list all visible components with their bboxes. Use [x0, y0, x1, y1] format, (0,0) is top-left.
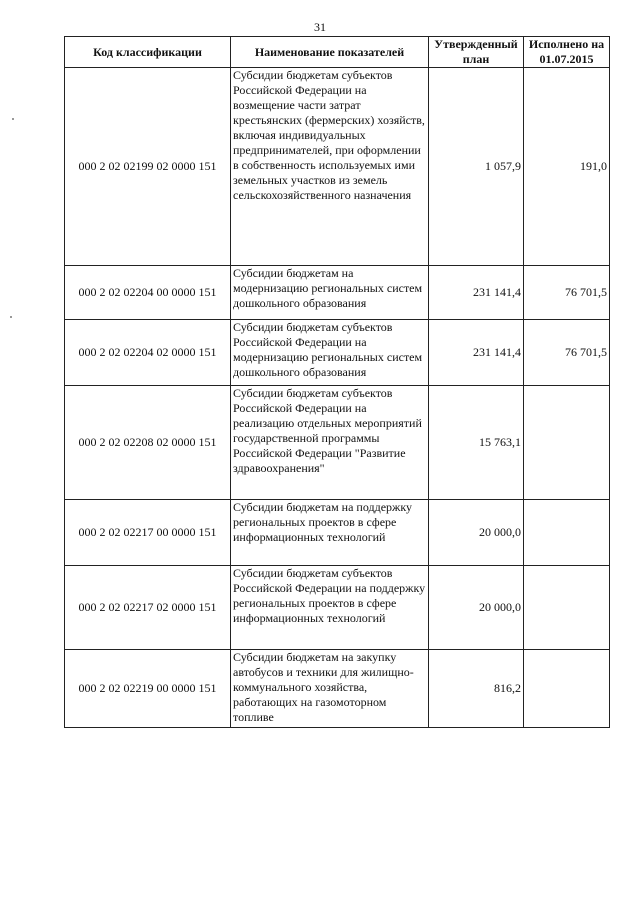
row-done: 76 701,5: [524, 266, 610, 320]
row-name: Субсидии бюджетам субъектов Российской Федерации на реализацию отдельных мероприятий государственной программы Российской Федерации "Развитие здравоохранения": [231, 386, 429, 500]
header-code: Код классификации: [65, 37, 231, 68]
row-name: Субсидии бюджетам субъектов Российской Федерации на поддержку региональных проектов в сфере информационных технологий: [231, 566, 429, 650]
row-name: Субсидии бюджетам на модернизацию региональных систем дошкольного образования: [231, 266, 429, 320]
table-row: [65, 320, 610, 386]
row-plan: 15 763,1: [429, 386, 524, 500]
table-row: [65, 266, 610, 320]
table-row: [65, 386, 610, 500]
row-done: [524, 650, 610, 728]
row-name: Субсидии бюджетам субъектов Российской Федерации на возмещение части затрат крестьянских (фермерских) хозяйств, включая индивидуальных предпринимателей, при оформлении в собственность используемых ими земельных участков из земель сельскохозяйственного назначения: [231, 68, 429, 266]
row-code: 000 2 02 02217 00 0000 151: [65, 500, 231, 566]
scan-artifact: [12, 118, 14, 120]
table-header-row: [65, 37, 610, 68]
row-done: 191,0: [524, 68, 610, 266]
table-row: [65, 500, 610, 566]
header-plan: Утвержденный план: [429, 37, 524, 68]
row-code: 000 2 02 02204 00 0000 151: [65, 266, 231, 320]
row-plan: 20 000,0: [429, 500, 524, 566]
row-done: [524, 386, 610, 500]
table-row: [65, 566, 610, 650]
row-done: 76 701,5: [524, 320, 610, 386]
scan-artifact: [10, 316, 12, 318]
table-row: [65, 650, 610, 728]
row-code: 000 2 02 02217 02 0000 151: [65, 566, 231, 650]
row-name: Субсидии бюджетам на поддержку региональных проектов в сфере информационных технологий: [231, 500, 429, 566]
row-plan: 1 057,9: [429, 68, 524, 266]
budget-table: [64, 36, 610, 728]
row-plan: 231 141,4: [429, 320, 524, 386]
row-code: 000 2 02 02199 02 0000 151: [65, 68, 231, 266]
row-code: 000 2 02 02208 02 0000 151: [65, 386, 231, 500]
row-done: [524, 500, 610, 566]
row-name: Субсидии бюджетам на закупку автобусов и техники для жилищно-коммунального хозяйства, работающих на газомоторном топливе: [231, 650, 429, 728]
row-plan: 816,2: [429, 650, 524, 728]
header-name: Наименование показателей: [231, 37, 429, 68]
row-plan: 20 000,0: [429, 566, 524, 650]
row-code: 000 2 02 02219 00 0000 151: [65, 650, 231, 728]
row-plan: 231 141,4: [429, 266, 524, 320]
row-done: [524, 566, 610, 650]
header-done: Исполнено на 01.07.2015: [524, 37, 610, 68]
row-name: Субсидии бюджетам субъектов Российской Федерации на модернизацию региональных систем дошкольного образования: [231, 320, 429, 386]
table-row: [65, 68, 610, 266]
page-number: 31: [314, 20, 326, 34]
row-code: 000 2 02 02204 02 0000 151: [65, 320, 231, 386]
